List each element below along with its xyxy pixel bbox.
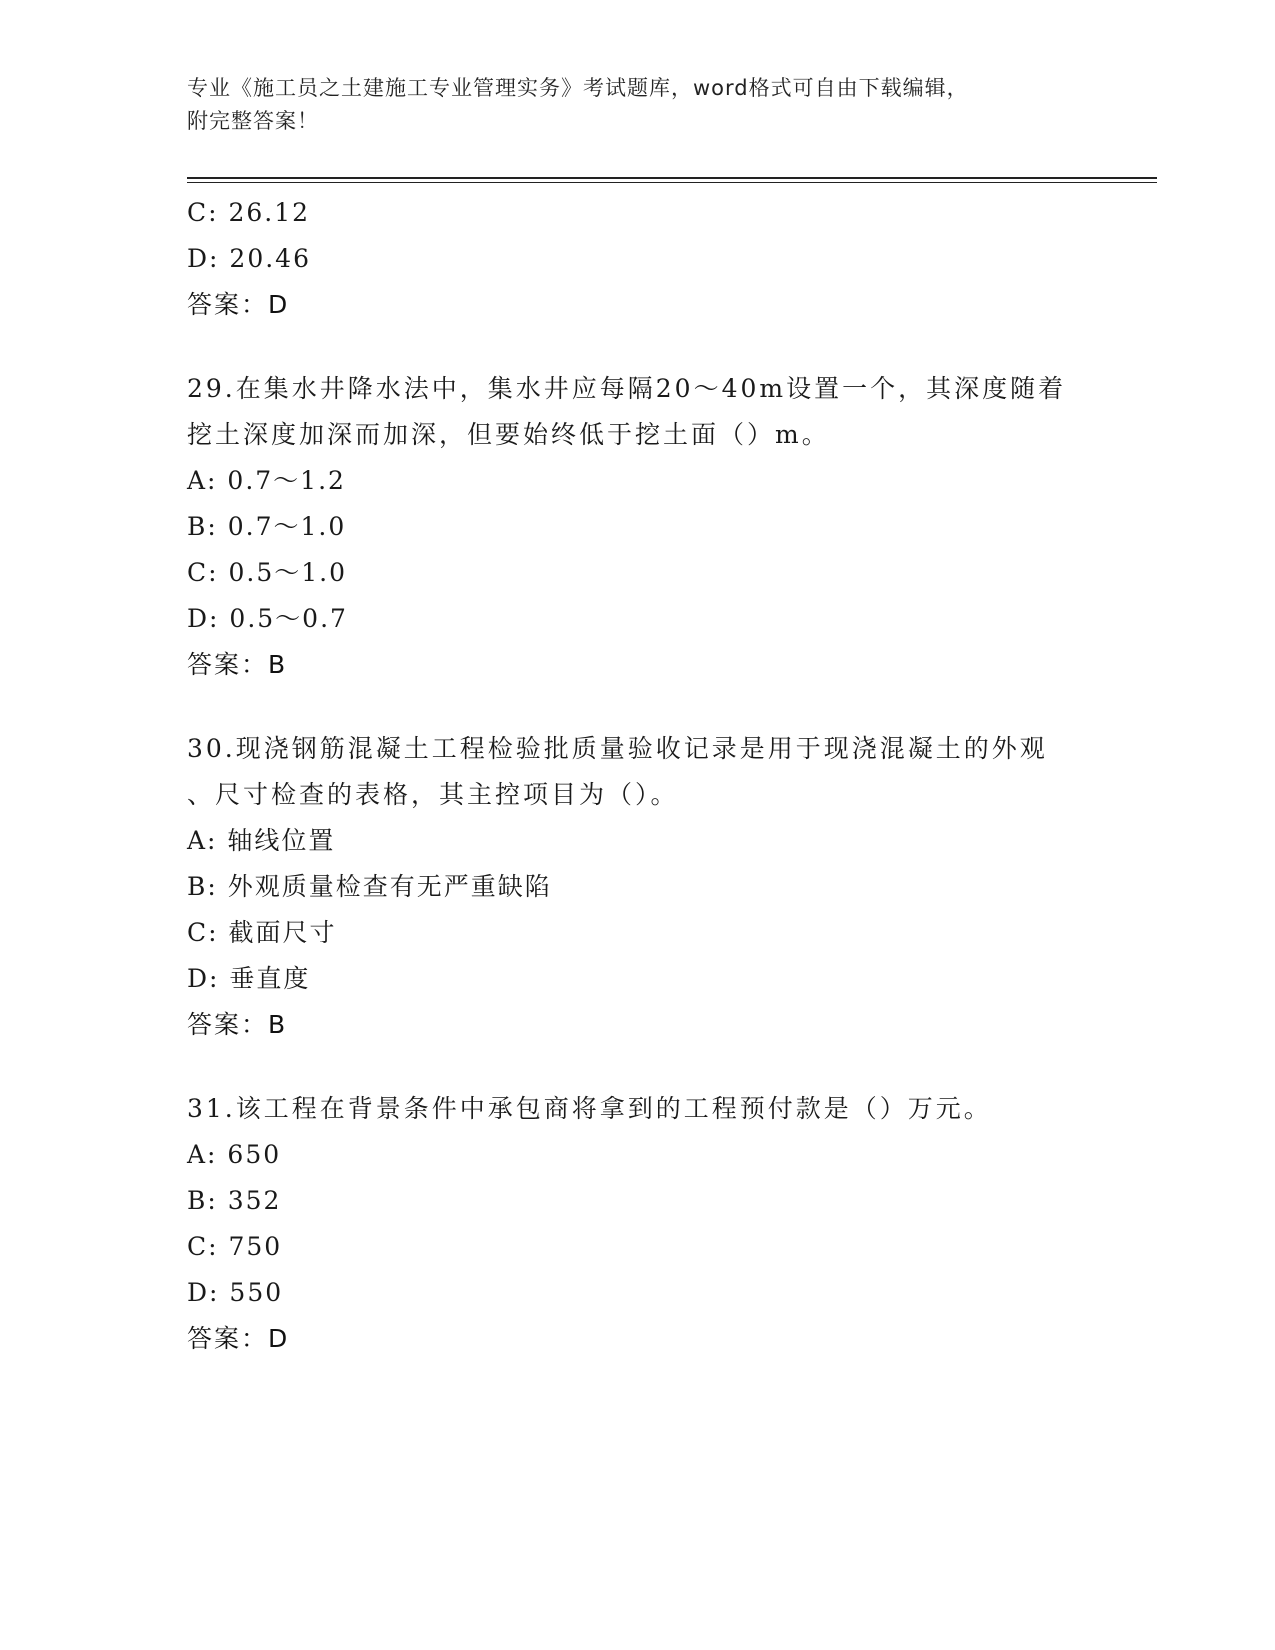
answer: 答案：B <box>187 650 288 679</box>
option-c: C: 0.5～1.0 <box>187 558 348 587</box>
option-d: D: 20.46 <box>187 244 311 273</box>
question-29 <box>187 366 1087 688</box>
option-a: A: 0.7～1.2 <box>187 466 346 495</box>
header-line-1: 专业《施工员之土建施工专业管理实务》考试题库，word格式可自由下载编辑， <box>187 76 969 100</box>
option-c: C: 26.12 <box>187 198 311 227</box>
option-a: A: 650 <box>187 1140 282 1169</box>
question-text-line: 31.该工程在背景条件中承包商将拿到的工程预付款是（）万元。 <box>187 1094 992 1123</box>
answer: 答案：B <box>187 1010 288 1039</box>
option-b: B: 352 <box>187 1186 282 1215</box>
option-a: A: 轴线位置 <box>187 826 336 855</box>
option-d: D: 550 <box>187 1278 284 1307</box>
header-divider-thin <box>187 182 1157 183</box>
header-divider-thick <box>187 177 1157 179</box>
prev-question-tail <box>187 190 1087 328</box>
option-d: D: 垂直度 <box>187 964 311 993</box>
document-body <box>187 190 1087 1362</box>
option-d: D: 0.5～0.7 <box>187 604 348 633</box>
document-header <box>187 72 1087 138</box>
header-line-2: 附完整答案！ <box>187 109 319 133</box>
option-b: B: 0.7～1.0 <box>187 512 347 541</box>
answer: 答案：D <box>187 290 290 319</box>
question-31 <box>187 1086 1087 1362</box>
option-b: B: 外观质量检查有无严重缺陷 <box>187 872 552 901</box>
answer: 答案：D <box>187 1324 290 1353</box>
question-30 <box>187 726 1087 1048</box>
question-text-line: 、尺寸检查的表格，其主控项目为（）。 <box>187 780 679 809</box>
question-text-line: 30.现浇钢筋混凝土工程检验批质量验收记录是用于现浇混凝土的外观 <box>187 734 1048 763</box>
option-c: C: 截面尺寸 <box>187 918 337 947</box>
option-c: C: 750 <box>187 1232 283 1261</box>
question-text-line: 29.在集水井降水法中，集水井应每隔20～40m设置一个，其深度随着 <box>187 374 1067 403</box>
question-text-line: 挖土深度加深而加深，但要始终低于挖土面（）m。 <box>187 420 830 449</box>
